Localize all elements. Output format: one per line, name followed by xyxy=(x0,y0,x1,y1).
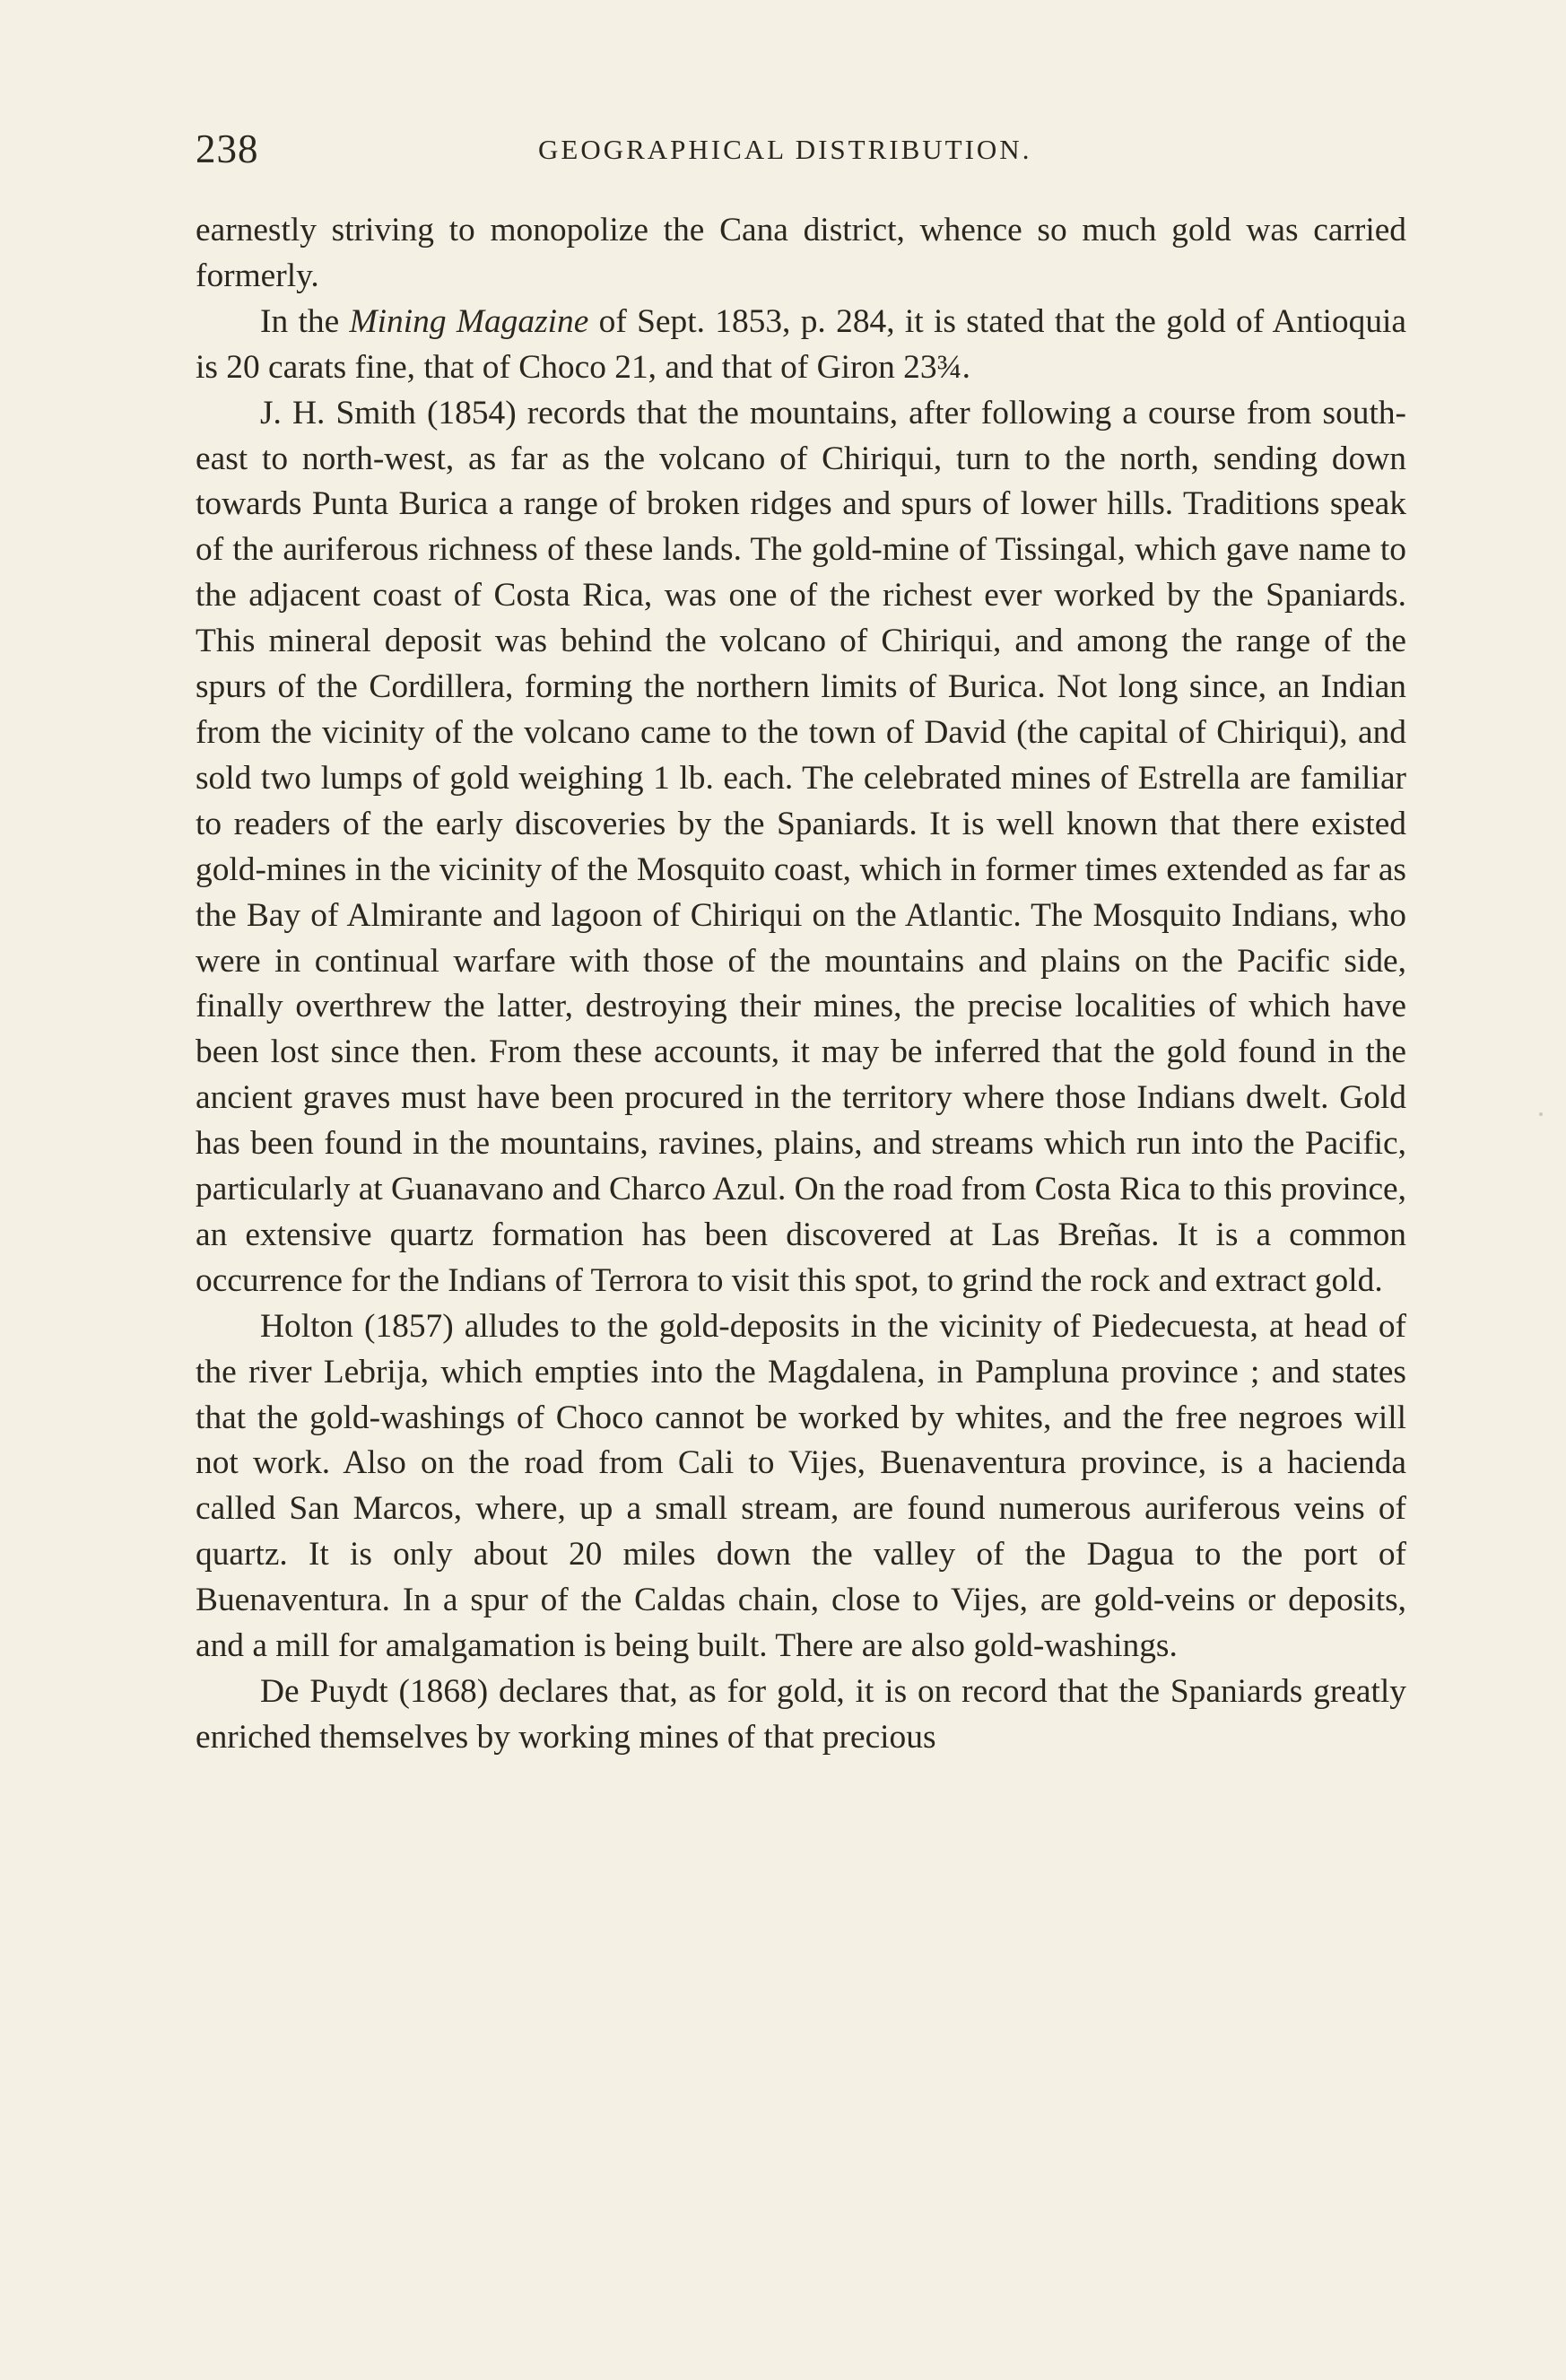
italic-journal-title: Mining Magazine xyxy=(349,302,589,340)
running-head xyxy=(196,126,1406,179)
paragraph-smith-1854: J. H. Smith (1854) records that the mountains, after following a course from south-east to north-west, as far as the volcano of Chiriqui, turn to the north, sending down towards Punta Burica a range of broken ridges and spurs of lower hills. Traditions speak of the auriferous richness of these lands. The gold-mine of Tissingal, which gave name to the adjacent coast of Costa Rica, was one of the richest ever worked by the Spaniards. This mineral deposit was behind the volcano of Chiriqui, and among the range of the spurs of the Cordillera, forming the northern limits of Burica. Not long since, an Indian from the vicinity of the volcano came to the town of David (the capital of Chiriqui), and sold two lumps of gold weighing 1 lb. each. The celebrated mines of Estrella are familiar to readers of the early discoveries by the Spaniards. It is well known that there existed gold-mines in the vicinity of the Mosquito coast, which in former times extended as far as the Bay of Almirante and lagoon of Chiriqui on the Atlantic. The Mosquito Indians, who were in continual warfare with those of the mountains and plains on the Pacific side, finally overthrew the latter, destroying their mines, the precise localities of which have been lost since then. From these accounts, it may be inferred that the gold found in the ancient graves must have been procured in the territory where those Indians dwelt. Gold has been found in the mountains, ravines, plains, and streams which run into the Pacific, particularly at Guanavano and Charco Azul. On the road from Costa Rica to this province, an extensive quartz formation has been discovered at Las Breñas. It is a common occurrence for the Indians of Terrora to visit this spot, to grind the rock and extract gold. xyxy=(196,394,1406,1299)
paragraph-text-start: In the xyxy=(260,302,350,340)
paper-speck xyxy=(1539,1112,1543,1116)
page-number: 238 xyxy=(196,126,259,171)
paragraph-cana-district: earnestly striving to monopolize the Cana district, whence so much gold was carried formerly. xyxy=(196,212,1406,294)
body-text xyxy=(196,208,1406,1761)
running-title: GEOGRAPHICAL DISTRIBUTION. xyxy=(538,134,1032,165)
paragraph-mining-magazine xyxy=(196,300,1406,391)
paragraph-holton-1857: Holton (1857) alludes to the gold-deposits in the vicinity of Piedecuesta, at head of the river Lebrija, which empties into the Magdalena, in Pampluna province ; and states that the gold-washings of Choco cannot be worked by whites, and the free negroes will not work. Also on the road from Cali to Vijes, Buenaventura province, is a hacienda called San Marcos, where, up a small stream, are found numerous auriferous veins of quartz. It is only about 20 miles down the valley of the Dagua to the port of Buenaventura. In a spur of the Caldas chain, close to Vijes, are gold-veins or deposits, and a mill for amalgamation is being built. There are also gold-washings. xyxy=(196,1307,1406,1665)
paragraph-text-end: of Sept. 1853, p. 284, it is stated that the gold of Antioquia is 20 carats fine, that of Choco 21, and that of Giron 23¾. xyxy=(196,302,1406,386)
paragraph-de-puydt-1868: De Puydt (1868) declares that, as for gold, it is on record that the Spaniards greatly enriched themselves by working mines of that precious xyxy=(196,1673,1406,1756)
